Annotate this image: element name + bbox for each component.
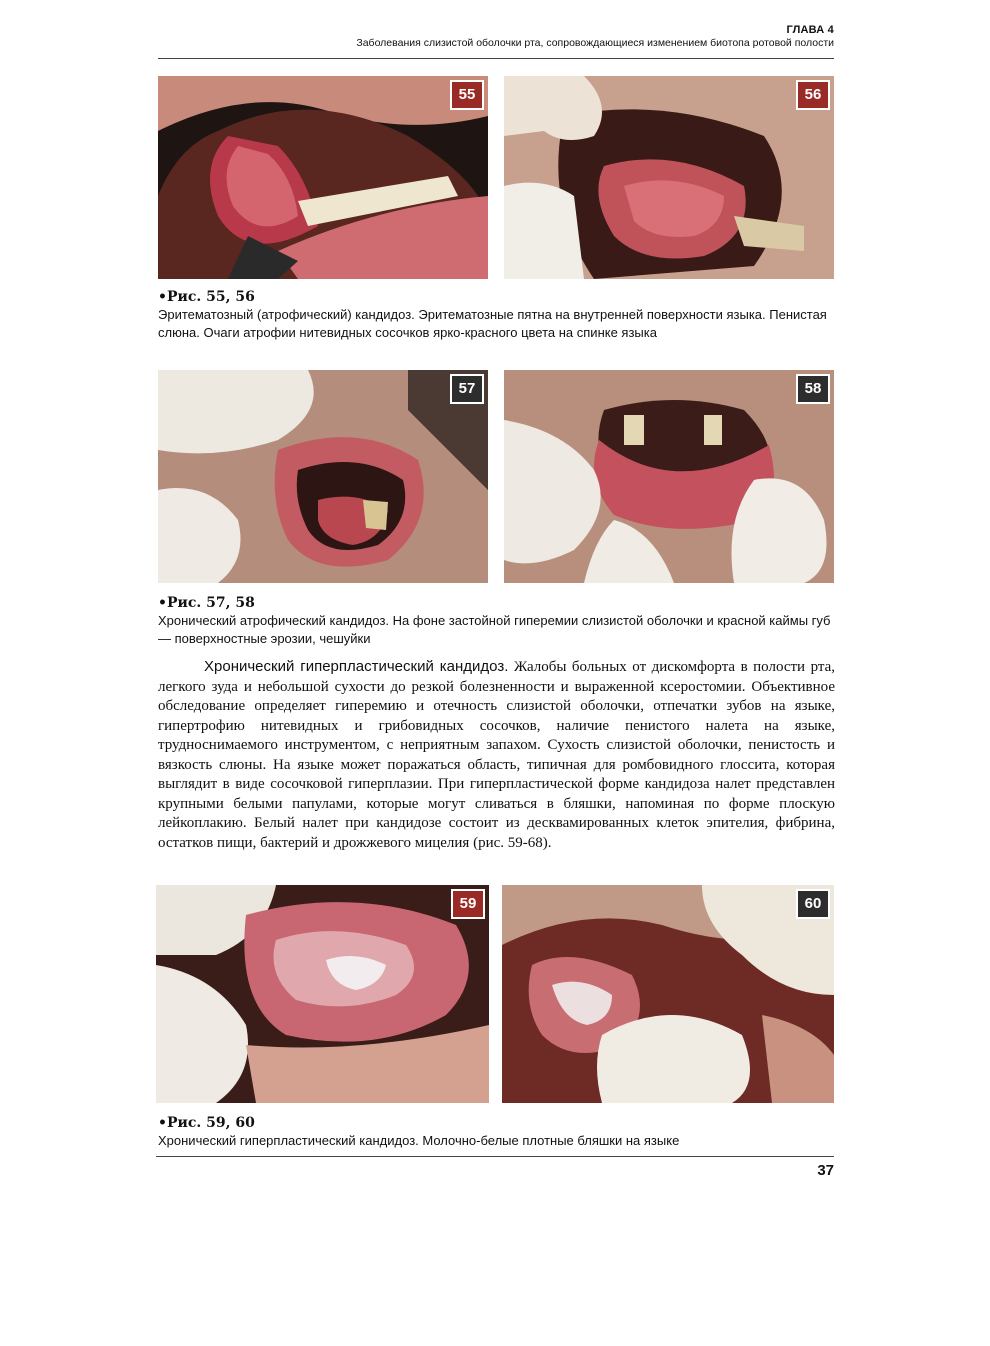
photo-55 — [158, 76, 488, 279]
caption-57-58 — [158, 594, 834, 648]
chapter-subtitle: Заболевания слизистой оболочки рта, сопровождающиеся изменением биотопа ротовой полости — [356, 37, 834, 49]
caption-59-60 — [158, 1114, 834, 1150]
body-paragraph — [158, 657, 835, 853]
figure-number-badge: 55 — [450, 80, 484, 110]
caption-text: Эритематозный (атрофический) кандидоз. Эритематозные пятна на внутренней поверхности языка. Пенистая слюна. Очаги атрофии нитевидных сосочков ярко-красного цвета на спинке языка — [158, 307, 827, 340]
paragraph-lead: Хронический гиперпластический кандидоз. — [204, 658, 509, 675]
figure-number-badge: 58 — [796, 374, 830, 404]
paragraph-text: Жалобы больных от дискомфорта в полости рта, легкого зуда и небольшой сухости до резкой болезненности и выраженной ксеростомии. Объективное обследование определяет гиперемию и отечность слизистой оболочки, отпечатки зубов на языке, гипертрофию нитевидных и грибовидных сосочков, наличие пенистого налета на языке, трудноснимаемого инструментом, с неприятным запахом. Сухость слизистой оболочки, пенистость и вязкость слюны. На языке может поражаться область, типичная для ромбовидного глоссита, которая выглядит в виде сосочковой гиперплазии. При гиперпластической форме кандидоза налет представлен крупными белыми папулами, которые могут сливаться в бляшки, напоминая по форме плоскую лейкоплакию. Белый налет при кандидозе состоит из десквамированных клеток эпителия, фибрина, остатков пищи, бактерий и дрожжевого мицелия (рис. 59-68). — [158, 659, 836, 851]
figure-number-badge: 57 — [450, 374, 484, 404]
photo-60 — [502, 885, 834, 1103]
chapter-label: ГЛАВА 4 — [786, 24, 834, 36]
figure-number-badge: 59 — [451, 889, 485, 919]
caption-title: •Рис. 57, 58 — [158, 595, 255, 611]
photo-59 — [156, 885, 489, 1103]
photo-56 — [504, 76, 834, 279]
caption-title: •Рис. 59, 60 — [158, 1115, 255, 1131]
photo-58 — [504, 370, 834, 583]
caption-text: Хронический атрофический кандидоз. На фоне застойной гиперемии слизистой оболочки и красной каймы губ — поверхностные эрозии, чешуйки — [158, 613, 831, 646]
photo-57 — [158, 370, 488, 583]
header-rule — [158, 58, 834, 59]
caption-55-56 — [158, 288, 834, 342]
footer-rule — [156, 1156, 834, 1157]
caption-text: Хронический гиперпластический кандидоз. Молочно-белые плотные бляшки на языке — [158, 1133, 680, 1148]
running-header — [158, 24, 834, 49]
page-number: 37 — [817, 1162, 834, 1179]
figure-number-badge: 56 — [796, 80, 830, 110]
figure-number-badge: 60 — [796, 889, 830, 919]
caption-title: •Рис. 55, 56 — [158, 289, 255, 305]
